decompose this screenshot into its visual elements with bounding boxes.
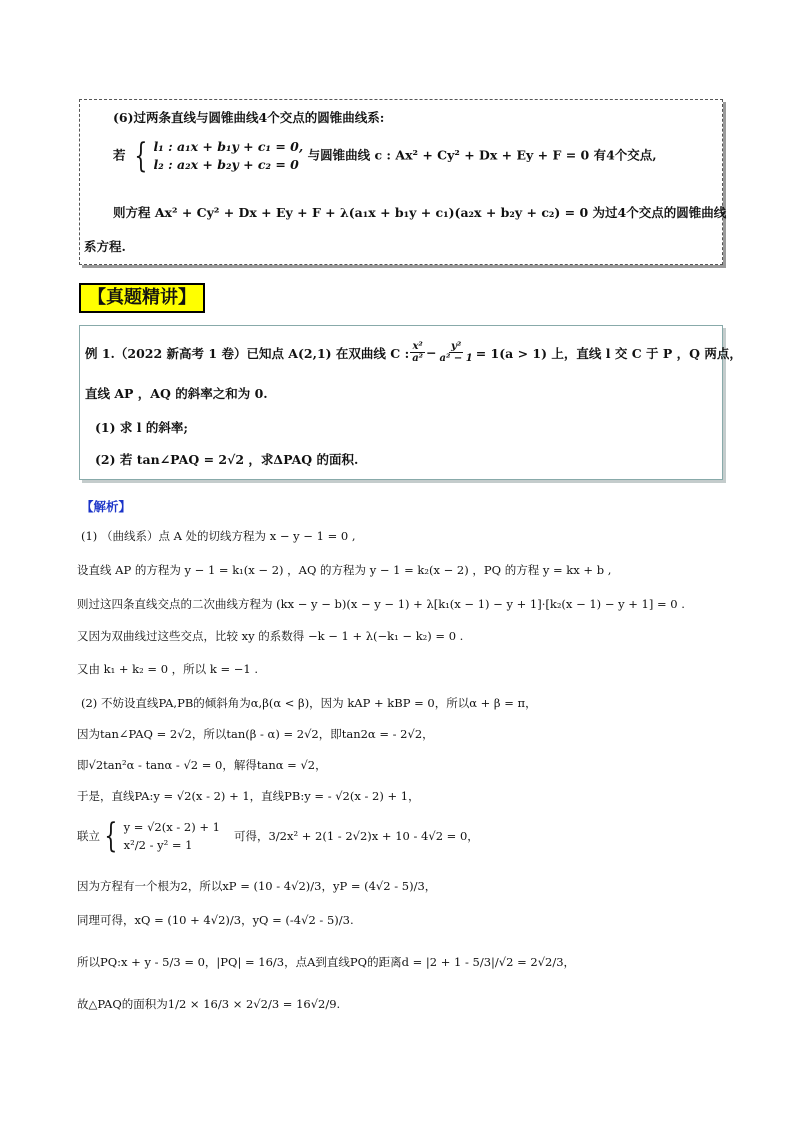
if-word: 若 <box>113 147 126 163</box>
solution-step-4: 又因为双曲线过这些交点，比较 xy 的系数得 −k − 1 + λ(−k₁ − k₂) = 0 . <box>77 629 464 643</box>
family-equation: 则方程 Ax² + Cy² + Dx + Ey + F + λ(a₁x + b₁y + c₁)(a₂x + b₂y + c₂) = 0 为过4个交点的圆锥曲线 <box>113 205 727 220</box>
solution-step-9: 于是，直线PA:y = √2(x - 2) + 1，直线PB:y = - √2(x - 2) + 1， <box>77 789 420 803</box>
solution-step-11: 因为方程有一个根为2，所以xP = (10 - 4√2)/3，yP = (4√2 - 5)/3， <box>77 879 437 893</box>
example-line-2: 直线 AP ，AQ 的斜率之和为 0. <box>85 386 268 401</box>
solution-step-13: 所以PQ:x + y - 5/3 = 0，|PQ| = 16/3，点A到直线PQ的距离d = |2 + 1 - 5/3|/√2 = 2√2/3， <box>77 955 576 969</box>
lianli-word: 联立 <box>77 829 100 843</box>
fraction-x: $\frac{\text{x²}}{\text{a²}}$ <box>412 341 424 364</box>
system-result: 可得，3/2x² + 2(1 - 2√2)x + 10 - 4√2 = 0， <box>233 829 479 843</box>
minus-sign: − <box>426 345 437 360</box>
solution-step-2: 设直线 AP 的方程为 y − 1 = k₁(x − 2) ，AQ 的方程为 y − 1 = k₂(x − 2) ，PQ 的方程 y = kx + b , <box>77 563 612 577</box>
solution-step-10 <box>77 818 479 854</box>
example-line-1 <box>85 341 742 364</box>
example-intro: 例 1.（2022 新高考 1 卷）已知点 A(2,1) 在双曲线 C : <box>85 345 410 361</box>
fraction-y: $\frac{\text{y²}}{\text{a² − 1}}$ <box>439 341 473 364</box>
question-2: (2) 若 tan∠PAQ = 2√2 ，求ΔPAQ 的面积. <box>95 452 359 467</box>
family-equation-cont: 系方程. <box>84 239 126 254</box>
line-l2: l₂ : a₂x + b₂y + c₂ = 0 <box>153 157 299 172</box>
solution-step-14: 故△PAQ的面积为1/2 × 16/3 × 2√2/3 = 16√2/9. <box>77 997 341 1011</box>
solution-step-12: 同理可得，xQ = (10 + 4√2)/3，yQ = (-4√2 - 5)/3. <box>77 913 354 927</box>
brace-icon: { <box>134 136 148 176</box>
solution-step-6: (2) 不妨设直线PA,PB的倾斜角为α,β(α < β)，因为 kAP + kBP = 0，所以α + β = π， <box>81 696 537 710</box>
solution-step-8: 即√2tan²α - tanα - √2 = 0，解得tanα = √2， <box>77 758 327 772</box>
solution-step-5: 又由 k₁ + k₂ = 0 ，所以 k = −1 . <box>77 662 259 676</box>
system-row-1: y = √2(x - 2) + 1 <box>123 820 220 834</box>
section-heading: 【真题精讲】 <box>79 283 205 313</box>
line-system <box>130 138 303 174</box>
equation-system <box>100 818 220 854</box>
solution-step-3: 则过这四条直线交点的二次曲线方程为 (kx − y − b)(x − y − 1) + λ[k₁(x − 1) − y + 1]·[k₂(x − 1) − y + 1] = 0 . <box>77 597 685 611</box>
line-l1: l₁ : a₁x + b₁y + c₁ = 0, <box>153 139 304 154</box>
solution-step-7: 因为tan∠PAQ = 2√2，所以tan(β - α) = 2√2，即tan2α = - 2√2， <box>77 727 434 741</box>
theorem-condition <box>113 138 657 174</box>
system-row-2: x²/2 - y² = 1 <box>123 838 193 852</box>
solution-step-1: (1) （曲线系）点 A 处的切线方程为 x − y − 1 = 0 , <box>81 529 356 543</box>
question-1: (1) 求 l 的斜率; <box>95 420 188 435</box>
conic-text: 与圆锥曲线 c : Ax² + Cy² + Dx + Ey + F = 0 有4个交点, <box>307 147 657 163</box>
brace-icon: { <box>104 816 118 856</box>
example-intro-cont: = 1(a > 1) 上，直线 l 交 C 于 P ，Q 两点， <box>475 345 742 361</box>
solution-label: 【解析】 <box>81 499 132 514</box>
theorem-title: (6)过两条直线与圆锥曲线4个交点的圆锥曲线系: <box>113 110 385 125</box>
